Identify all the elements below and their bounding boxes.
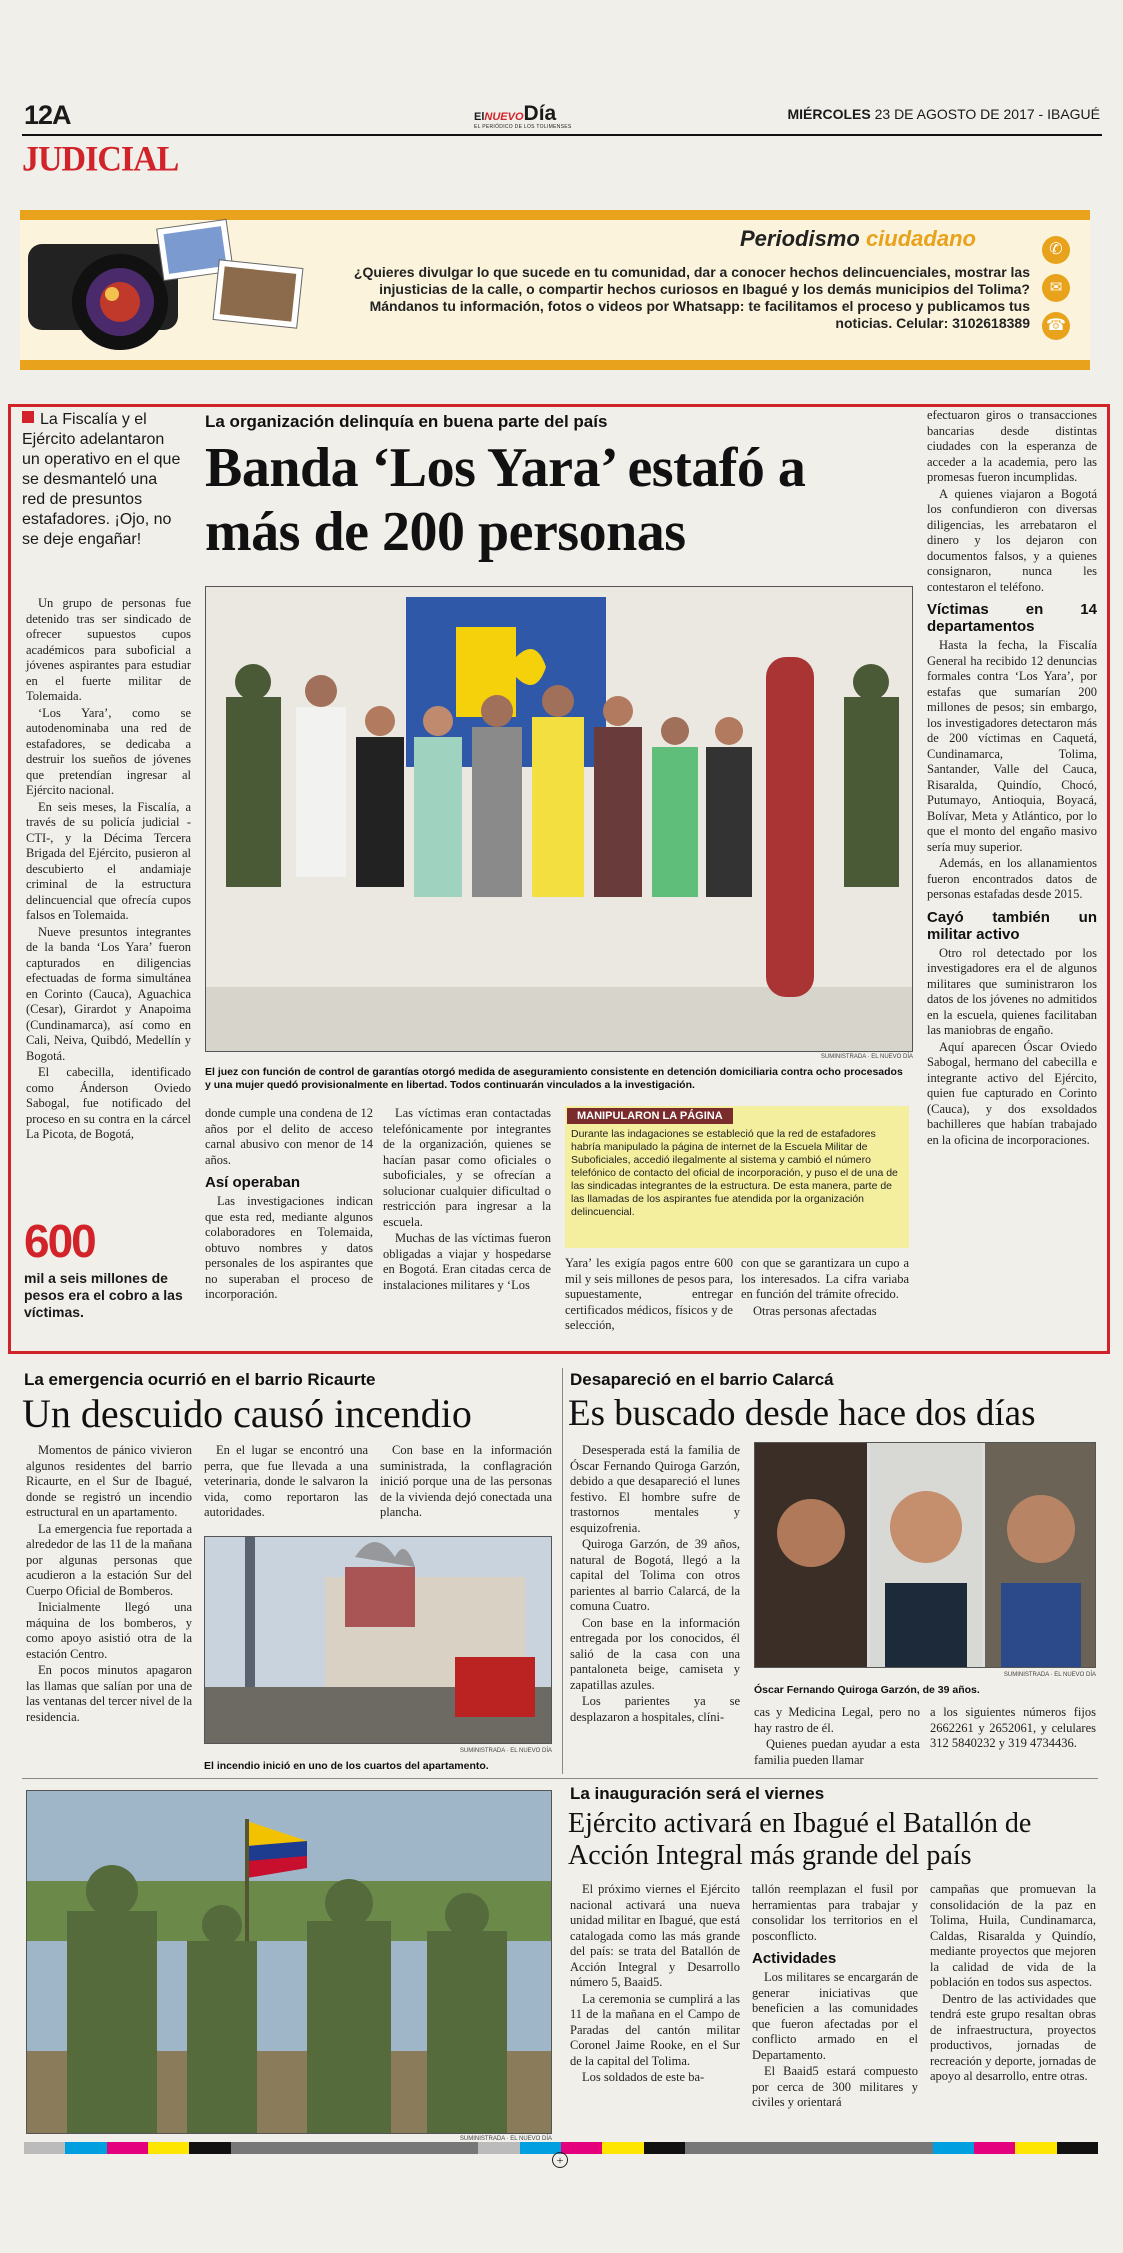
army-col-3: [930, 1882, 1096, 2086]
citizen-journalism-banner: [20, 210, 1090, 370]
paragraph: Desesperada está la familia de Óscar Fernando Quiroga Garzón, debido a que desapareció el lunes festivo. El hombre sufre de trastornos mentales y esquizofrenia.: [570, 1443, 740, 1535]
fire-col-2: [204, 1443, 368, 1522]
army-col-2: [752, 1882, 918, 2112]
bullet-icon: [22, 411, 34, 423]
paragraph: a los siguientes números fijos 2662261 y 2652061, y celulares 312 5840232 y 319 4734436.: [930, 1705, 1096, 1750]
paragraph: tallón reemplazan el fusil por herramientas para trabajar y consolidar los territorios en el posconflicto.: [752, 1882, 918, 1943]
army-col-1: [570, 1882, 740, 2087]
paragraph: Los parientes ya se desplazaron a hospitales, clíni-: [570, 1694, 740, 1724]
swatch: [1015, 2142, 1056, 2154]
banner-body: ¿Quieres divulgar lo que sucede en tu comunidad, dar a conocer hechos delincuenciales, mostrar las injusticias de la calle, o compartir hechos curiosos en Ibagué y los demás municipios del Tolima? Mándanos tu información, fotos o videos por Whatsapp: te facilitamos el proceso y publicamos tus noticias.: [353, 264, 1030, 331]
registration-mark-icon: +: [552, 2152, 568, 2168]
paragraph: Aquí aparecen Óscar Oviedo Sabogal, hermano del cabecilla e integrante activo del Ejército, quien fue capturado en Corinto (Cauca), y dos exsoldados bachilleres que habían trabajado en la oficina de incorporaciones.: [927, 1039, 1097, 1147]
column-divider: [562, 1368, 563, 1774]
subhead-victimas: Víctimas en 14 departamentos: [927, 601, 1097, 635]
main-col-5: [741, 1256, 909, 1320]
army-kicker: La inauguración será el viernes: [570, 1784, 825, 1803]
paragraph: efectuaron giros o transacciones bancarias desde distintas ciudades con la esperanza de acceder a la academia, pero las promesas fueron incumplidas.: [927, 408, 1097, 484]
paragraph: donde cumple una condena de 12 años por el delito de acceso carnal abusivo con menor de 14 años.: [205, 1106, 373, 1167]
main-col-2: [205, 1106, 373, 1304]
paragraph: Las investigaciones indican que esta red, mediante algunos colaboradores en Tolemaida, obtuvo nombres y datos personales de los aspirantes que no superaban el proceso de incorporación.: [205, 1194, 373, 1301]
paragraph: A quienes viajaron a Bogotá los confundieron con diversas diligencias, les arrebataron el dinero y los dejaron con documentos falsos, y a quienes consignaron, nunca les contestaron el teléfono.: [927, 486, 1097, 594]
paragraph: En el lugar se encontró una perra, que fue llevada a una veterinaria, donde le salvaron la vida, como reportaron las autoridades.: [204, 1443, 368, 1519]
swatch: [107, 2142, 148, 2154]
paragraph: con que se garantizara un cupo a los interesados. La cifra variaba en función del trámite ofrecido.: [741, 1256, 909, 1301]
swatch: [24, 2142, 65, 2154]
logo-dia: Día: [523, 102, 557, 125]
paragraph: Un grupo de personas fue detenido tras ser sindicado de ofrecer supuestos cupos académicos para suboficial a jóvenes aspirantes para estudiar en el fuerte militar de Tolemaida.: [26, 596, 191, 703]
telephone-icon: ☎: [1042, 312, 1070, 340]
main-col-4: [565, 1256, 733, 1335]
masthead-rule: [22, 134, 1102, 136]
main-col-3: [383, 1106, 551, 1294]
stat-number: 600: [24, 1215, 95, 1267]
paragraph: La ceremonia se cumplirá a las 11 de la mañana en el Campo de Paradas del cantón militar Coronel Jaime Rooke, en el Sur de la capital del Tolima.: [570, 1991, 740, 2068]
paragraph: Inicialmente llegó una máquina de los bomberos, y como apoyo asistió otra de la estación Centro.: [26, 1600, 192, 1661]
paragraph: Las víctimas eran contactadas telefónicamente por integrantes de la organización, quienes se hacían pasar como oficiales o suboficiales, y se ofrecían a solucionar cualquier dificultad o restricción para ingresar a la escuela.: [383, 1106, 551, 1229]
banner-title-a: Periodismo: [740, 226, 860, 251]
sidebar-box: [565, 1106, 909, 1248]
subhead-actividades: Actividades: [752, 1950, 837, 1967]
stat-text: mil a seis millones de pesos era el cobro a las víctimas.: [24, 1270, 183, 1320]
soldiers-photo-art: [27, 1791, 552, 2134]
main-col-6: [927, 408, 1097, 1149]
fire-col-3: [380, 1443, 552, 1522]
fire-photo-credit: SUMINISTRADA · EL NUEVO DÍA: [459, 1748, 552, 1754]
swatch: [974, 2142, 1015, 2154]
logo-nuevo: NUEVO: [484, 111, 524, 123]
date-rest: 23 DE AGOSTO DE 2017 - IBAGUÉ: [874, 106, 1100, 122]
lead-box: [22, 410, 182, 550]
army-headline: Ejército activará en Ibagué el Batallón de Acción Integral más grande del país: [568, 1808, 1032, 1871]
detainees-photo: [205, 586, 913, 1052]
fire-photo: [204, 1536, 552, 1744]
paragraph: En seis meses, la Fiscalía, a través de su policía judicial -CTI-, y la Décima Tercera Brigada del Ejército, pusieron al descubierto el andamiaje criminal de la estructura delincuencial que ofrecía cupos falsos en Tolemaida.: [26, 799, 191, 922]
swatch: [478, 2142, 519, 2154]
fire-col-1: [26, 1443, 192, 1726]
paragraph: Yara’ les exigía pagos entre 600 mil y seis millones de pesos para, supuestamente, entregar certificados médicos, físicos y de selección,: [565, 1256, 733, 1332]
paragraph: Los militares se encargarán de generar iniciativas que beneficien a las comunidades que fueron afectadas por el conflicto armado en el Departamento.: [752, 1970, 918, 2062]
masthead: [22, 100, 1102, 136]
paragraph: campañas que promuevan la consolidación de la paz en Tolima, Huila, Cundinamarca, Caldas, Risaralda y Quindío, mediante proyectos que mejoren la calidad de vida de la población en todos sus aspectos.: [930, 1882, 1096, 1989]
missing-col-1: [570, 1443, 740, 1726]
missing-person-photos-art: [755, 1443, 1096, 1668]
missing-kicker: Desapareció en el barrio Calarcá: [570, 1370, 834, 1389]
section-rule: [22, 1778, 1098, 1779]
banner-phone: 3102618389: [952, 315, 1030, 331]
paragraph: cas y Medicina Legal, pero no hay rastro de él.: [754, 1705, 920, 1735]
swatch: [602, 2142, 643, 2154]
paragraph: Hasta la fecha, la Fiscalía General ha recibido 12 denuncias formales contra ‘Los Yara’, por estafas que sumarían 200 millones de pesos; sin embargo, los investigadores detectaron más de 200 víctimas en Caquetá, Cundinamarca, Tolima, Santander, Valle del Cauca, Risaralda, Quindío, Chocó, Putumayo, Antioquia, Boyacá, Bolívar, Meta y Atlántico, por lo que el monto del engaño masivo sería muy superior.: [927, 638, 1097, 854]
missing-col-3: [930, 1705, 1096, 1753]
swatch: [189, 2142, 230, 2154]
lead-text: La Fiscalía y el Ejército adelantaron un operativo en el que se desmanteló una red de presuntos estafadores. ¡Ojo, no se deje engañar!: [22, 411, 181, 548]
soldiers-photo-credit: SUMINISTRADA · EL NUEVO DÍA: [459, 2136, 552, 2142]
paragraph: Quiroga Garzón, de 39 años, natural de Bogotá, llegó a la capital del Tolima con otros parientes al barrio Calarcá, de la comuna Cuatro.: [570, 1537, 740, 1613]
paragraph: ‘Los Yara’, como se autodenominaba una red de estafadores, se dedicaba a destruir los sueños de jóvenes que pretendían ingresar al Ejército nacional.: [26, 705, 191, 797]
fire-kicker: La emergencia ocurrió en el barrio Ricaurte: [24, 1370, 376, 1389]
paragraph: Con base en la información suministrada, la conflagración inició porque una de las personas de la vivienda dejó conectada una plancha.: [380, 1443, 552, 1519]
swatch: [231, 2142, 479, 2154]
fire-headline: Un descuido causó incendio: [22, 1391, 472, 1436]
paragraph: Momentos de pánico vivieron algunos residentes del barrio Ricaurte, en el Sur de Ibagué, donde se registró un incendio estructural en un apartamento.: [26, 1443, 192, 1519]
banner-title: [740, 226, 976, 252]
missing-col-2: [754, 1705, 920, 1769]
paragraph: El próximo viernes el Ejército nacional activará una nueva unidad militar en Ibagué, que está catalogada como las más grande del país: se trata del Batallón de Acción Integral y Desarrollo número 5, Baaid5.: [570, 1882, 740, 1989]
issue-date: [787, 106, 1100, 122]
swatch: [685, 2142, 933, 2154]
logo-prefix: El: [474, 111, 485, 123]
swatch: [933, 2142, 974, 2154]
paragraph: Muchas de las víctimas fueron obligadas a viajar y hospedarse en Bogotá. Eran citadas cerca de instalaciones militares y ‘Los: [383, 1231, 551, 1292]
banner-title-b: ciudadano: [865, 226, 976, 251]
newspaper-logo: [474, 102, 584, 132]
banner-text: [350, 264, 1030, 332]
banner-phone-label: Celular:: [896, 315, 949, 331]
paragraph: En pocos minutos apagaron las llamas que salían por una de las ventanas del tercer nivel de la residencia.: [26, 1663, 192, 1724]
whatsapp-icon: ✆: [1042, 236, 1070, 264]
paragraph: Quienes puedan ayudar a esta familia pueden llamar: [754, 1737, 920, 1767]
paragraph: Otro rol detectado por los investigadores era el de algunos militares que suministraron los datos de los jóvenes no admitidos en la escuela, quienes facilitaban las maniobras de engaño.: [927, 945, 1097, 1037]
fire-photo-art: [205, 1537, 552, 1744]
main-photo-caption: El juez con función de control de garantías otorgó medida de aseguramiento consistente en detención domiciliaria contra ocho procesados y una mujer quedó provisionalmente en libertad. Todos continuarán vinculados a la investigación.: [205, 1066, 903, 1091]
detainees-photo-art: [206, 587, 913, 1052]
missing-photo-credit: SUMINISTRADA · EL NUEVO DÍA: [1003, 1672, 1096, 1678]
swatch: [644, 2142, 685, 2154]
camera-illustration: [20, 210, 310, 360]
fire-photo-caption: El incendio inició en uno de los cuartos del apartamento.: [204, 1760, 489, 1772]
photo-credit: SUMINISTRADA · EL NUEVO DÍA: [820, 1054, 913, 1060]
main-col-1: [26, 596, 191, 1144]
missing-headline: Es buscado desde hace dos días: [568, 1393, 1036, 1434]
soldiers-photo: [26, 1790, 552, 2134]
paragraph: Nueve presuntos integrantes de la banda ‘Los Yara’ fueron capturados en diligencias efectuadas de forma simultánea en Corinto (Cauca), Aguachica (Cesar), Girardot y Anapoima (Cundinamarca), así como en Cali, Neiva, Quibdó, Medellín y Bogotá.: [26, 924, 191, 1063]
swatch: [561, 2142, 602, 2154]
sidebar-text: Durante las indagaciones se estableció que la red de estafadores habría manipulado la página de internet de la Escuela Militar de Suboficiales, accedió ilegalmente al sistema y cambió el número telefónico de contacto del oficial de incorporación, y puso el de una de las sindicadas integrantes de la estructura. De esta manera, parte de las llamadas de los aspirantes fue atendida por la organización delincuencial.: [571, 1128, 898, 1218]
section-title: JUDICIAL: [22, 140, 179, 179]
paragraph: Dentro de las actividades que tendrá este grupo resaltan obras de infraestructura, proyectos productivos, jornadas de recreación y deporte, jornadas de apoyo al desarrollo, entre otras.: [930, 1991, 1096, 2083]
logo-tagline: EL PERIÓDICO DE LOS TOLIMENSES: [474, 124, 572, 130]
stat-callout: [24, 1215, 192, 1321]
main-kicker: La organización delinquía en buena parte del país: [205, 412, 608, 431]
missing-person-photos: [754, 1442, 1096, 1668]
main-headline: Banda ‘Los Yara’ estafó a más de 200 personas: [205, 437, 806, 563]
page-number: 12A: [24, 100, 71, 130]
paragraph: El cabecilla, identificado como Ánderson Oviedo Sabogal, fue notificado del proceso en su contra en la cárcel La Picota, de Bogotá,: [26, 1065, 191, 1141]
sidebar-title: MANIPULARON LA PÁGINA: [567, 1108, 733, 1124]
date-day: MIÉRCOLES: [787, 106, 871, 122]
swatch: [148, 2142, 189, 2154]
paragraph: Con base en la información entregada por los conocidos, él salió de la casa con una pantaloneta beige, camiseta y zapatillas azules.: [570, 1615, 740, 1692]
missing-photo-caption: Óscar Fernando Quiroga Garzón, de 39 años.: [754, 1684, 980, 1696]
subhead-asi-operaban: Así operaban: [205, 1174, 301, 1191]
paragraph: Los soldados de este ba-: [582, 2070, 705, 2084]
subhead-militar: Cayó también un militar activo: [927, 908, 1097, 943]
paragraph: El Baaid5 estará compuesto por cerca de 300 militares y civiles y orientará: [752, 2064, 918, 2109]
paragraph: Además, en los allanamientos fueron encontrados datos de personas estafadas desde 2015.: [927, 856, 1097, 901]
swatch: [65, 2142, 106, 2154]
paragraph: Otras personas afectadas: [753, 1303, 877, 1318]
swatch: [1057, 2142, 1098, 2154]
phone-icon: ✉: [1042, 274, 1070, 302]
paragraph: La emergencia fue reportada a alrededor de las 11 de la mañana por algunas personas que acudieron a la estación Sur del Cuerpo Oficial de Bomberos.: [26, 1521, 192, 1598]
